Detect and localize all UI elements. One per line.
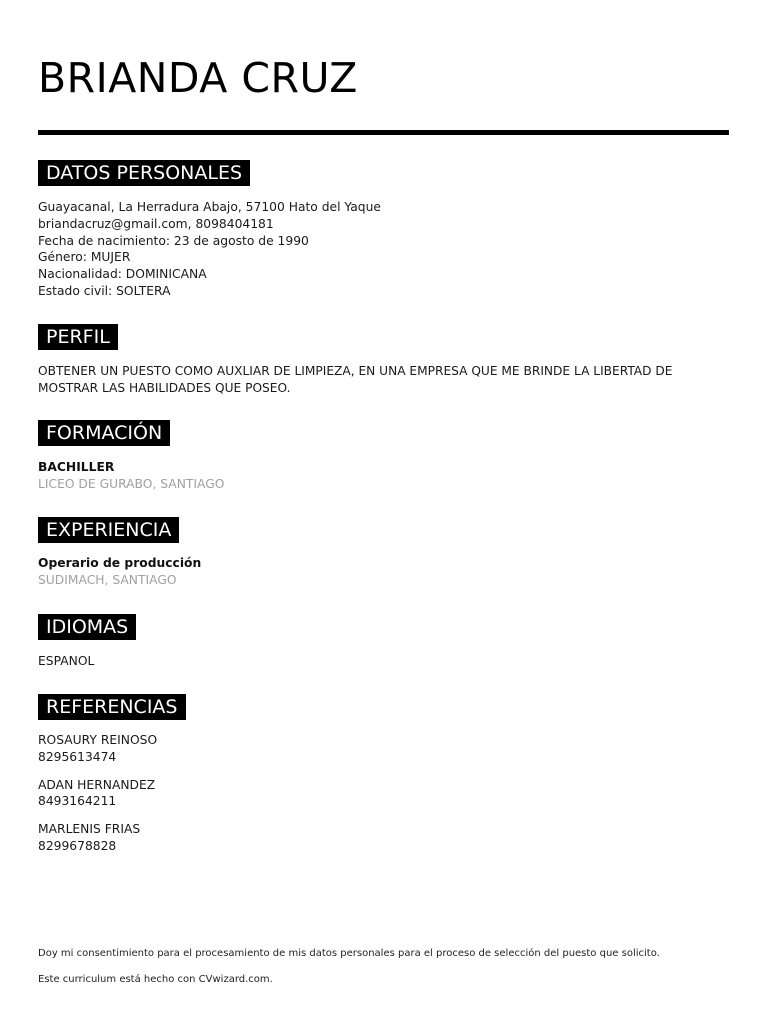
references-heading: REFERENCIAS: [38, 694, 186, 720]
reference-phone: 8299678828: [38, 838, 117, 853]
languages-section: [38, 614, 729, 670]
reference-item: [38, 821, 729, 855]
reference-item: [38, 777, 729, 811]
experience-company: SUDIMACH, SANTIAGO: [38, 572, 177, 587]
references-list: [38, 732, 729, 855]
contact-info: briandacruz@gmail.com, 8098404181: [38, 216, 274, 231]
address: Guayacanal, La Herradura Abajo, 57100 Hato del Yaque: [38, 200, 381, 214]
candidate-name: BRIANDA CRUZ: [38, 54, 358, 102]
education-section: [38, 420, 729, 492]
reference-name: MARLENIS FRIAS: [38, 822, 141, 837]
birth-date: Fecha de nacimiento: 23 de agosto de 1990: [38, 233, 309, 248]
profile-section: [38, 324, 729, 397]
gender: Género: MUJER: [38, 250, 131, 265]
profile-heading: PERFIL: [38, 324, 118, 350]
education-title: BACHILLER: [38, 460, 115, 474]
reference-name: ADAN HERNANDEZ: [38, 777, 156, 792]
reference-item: [38, 732, 729, 766]
profile-text: OBTENER UN PUESTO COMO AUXLIAR DE LIMPIEZA, EN UNA EMPRESA QUE ME BRINDE LA LIBERTAD DE MOSTRAR LAS HABILIDADES QUE POSEO.: [38, 364, 673, 395]
consent-note: Doy mi consentimiento para el procesamiento de mis datos personales para el proceso de selección del puesto que solicito.: [38, 948, 660, 959]
experience-title: Operario de producción: [38, 556, 202, 570]
nationality: Nacionalidad: DOMINICANA: [38, 267, 207, 282]
languages-heading: IDIOMAS: [38, 614, 136, 640]
header-divider: [38, 130, 729, 135]
personal-data-details: [38, 199, 729, 300]
education-heading: FORMACIÓN: [38, 420, 170, 446]
references-section: [38, 694, 729, 866]
civil-status: Estado civil: SOLTERA: [38, 283, 171, 298]
language-item: ESPANOL: [38, 654, 95, 668]
personal-data-section: [38, 160, 729, 300]
reference-phone: 8295613474: [38, 749, 117, 764]
experience-section: [38, 517, 729, 588]
reference-name: ROSAURY REINOSO: [38, 733, 158, 747]
personal-data-heading: DATOS PERSONALES: [38, 160, 250, 186]
languages-list: [38, 653, 729, 670]
education-institution: LICEO DE GURABO, SANTIAGO: [38, 476, 225, 491]
cv-credit: Este curriculum está hecho con CVwizard.com.: [38, 974, 273, 985]
reference-phone: 8493164211: [38, 794, 117, 809]
experience-heading: EXPERIENCIA: [38, 517, 179, 543]
